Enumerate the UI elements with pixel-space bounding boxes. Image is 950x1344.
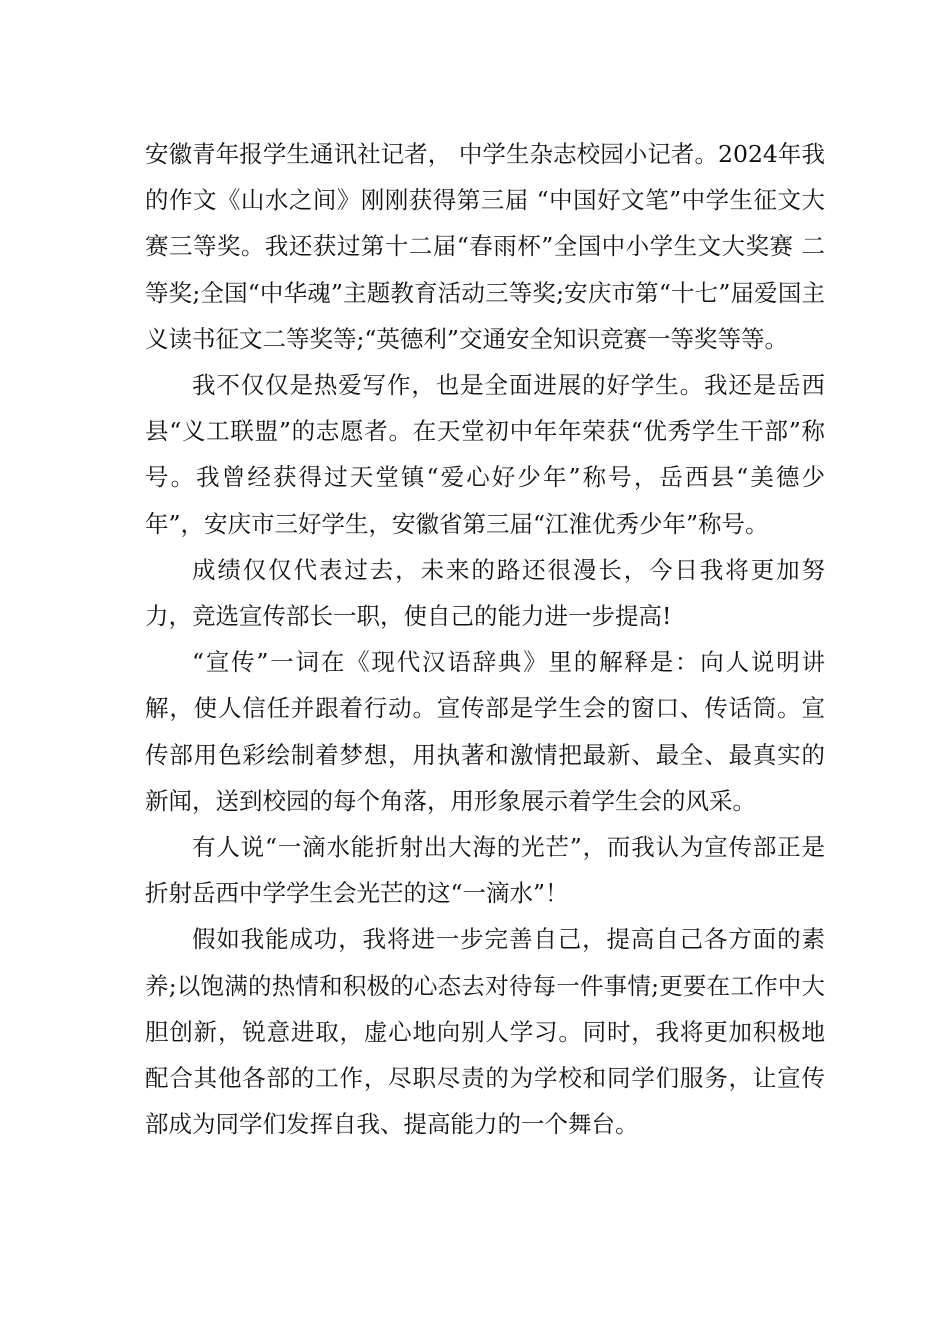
paragraph-achievements: 安徽青年报学生通讯社记者， 中学生杂志校园小记者。2024年我的作文《山水之间》刚刚获得第三届 “中国好文笔”中学生征文大赛三等奖。我还获过第十二届“春雨杯”全国中小学生文大奖赛 二等奖;全国“中华魂”主题教育活动三等奖;安庆市第“十七”届爱国主义读书征文二等奖等;“英德利”交通安全知识竞赛一等奖等等。: [145, 140, 825, 353]
document-page: [145, 131, 825, 1147]
paragraph-campaign: 成绩仅仅代表过去，未来的路还很漫长，今日我将更加努力，竞选宣传部长一职，使自己的能力进一步提高!: [145, 555, 825, 631]
paragraph-definition: “宣传”一词在《现代汉语辞典》里的解释是：向人说明讲解，使人信任并跟着行动。宣传部是学生会的窗口、传话筒。宣传部用色彩绘制着梦想，用执著和激情把最新、最全、最真实的新闻，送到校园的每个角落，用形象展示着学生会的风采。: [145, 648, 825, 815]
paragraph-water-drop: 有人说“一滴水能折射出大海的光芒”，而我认为宣传部正是折射岳西中学学生会光芒的这“一滴水”！: [145, 833, 825, 908]
paragraph-commitment: 假如我能成功，我将进一步完善自己，提高自己各方面的素养;以饱满的热情和积极的心态去对待每一件事情;更要在工作中大胆创新，锐意进取，虚心地向别人学习。同时，我将更加积极地配合其他各部的工作，尽职尽责的为学校和同学们服务，让宣传部成为同学们发挥自我、提高能力的一个舞台。: [145, 925, 825, 1139]
paragraph-volunteer: 我不仅仅是热爱写作，也是全面进展的好学生。我还是岳西县“义工联盟”的志愿者。在天堂初中年年荣获“优秀学生干部”称号。我曾经获得过天堂镇“爱心好少年”称号，岳西县“美德少年”，安庆市三好学生，安徽省第三届“江淮优秀少年”称号。: [145, 371, 825, 538]
